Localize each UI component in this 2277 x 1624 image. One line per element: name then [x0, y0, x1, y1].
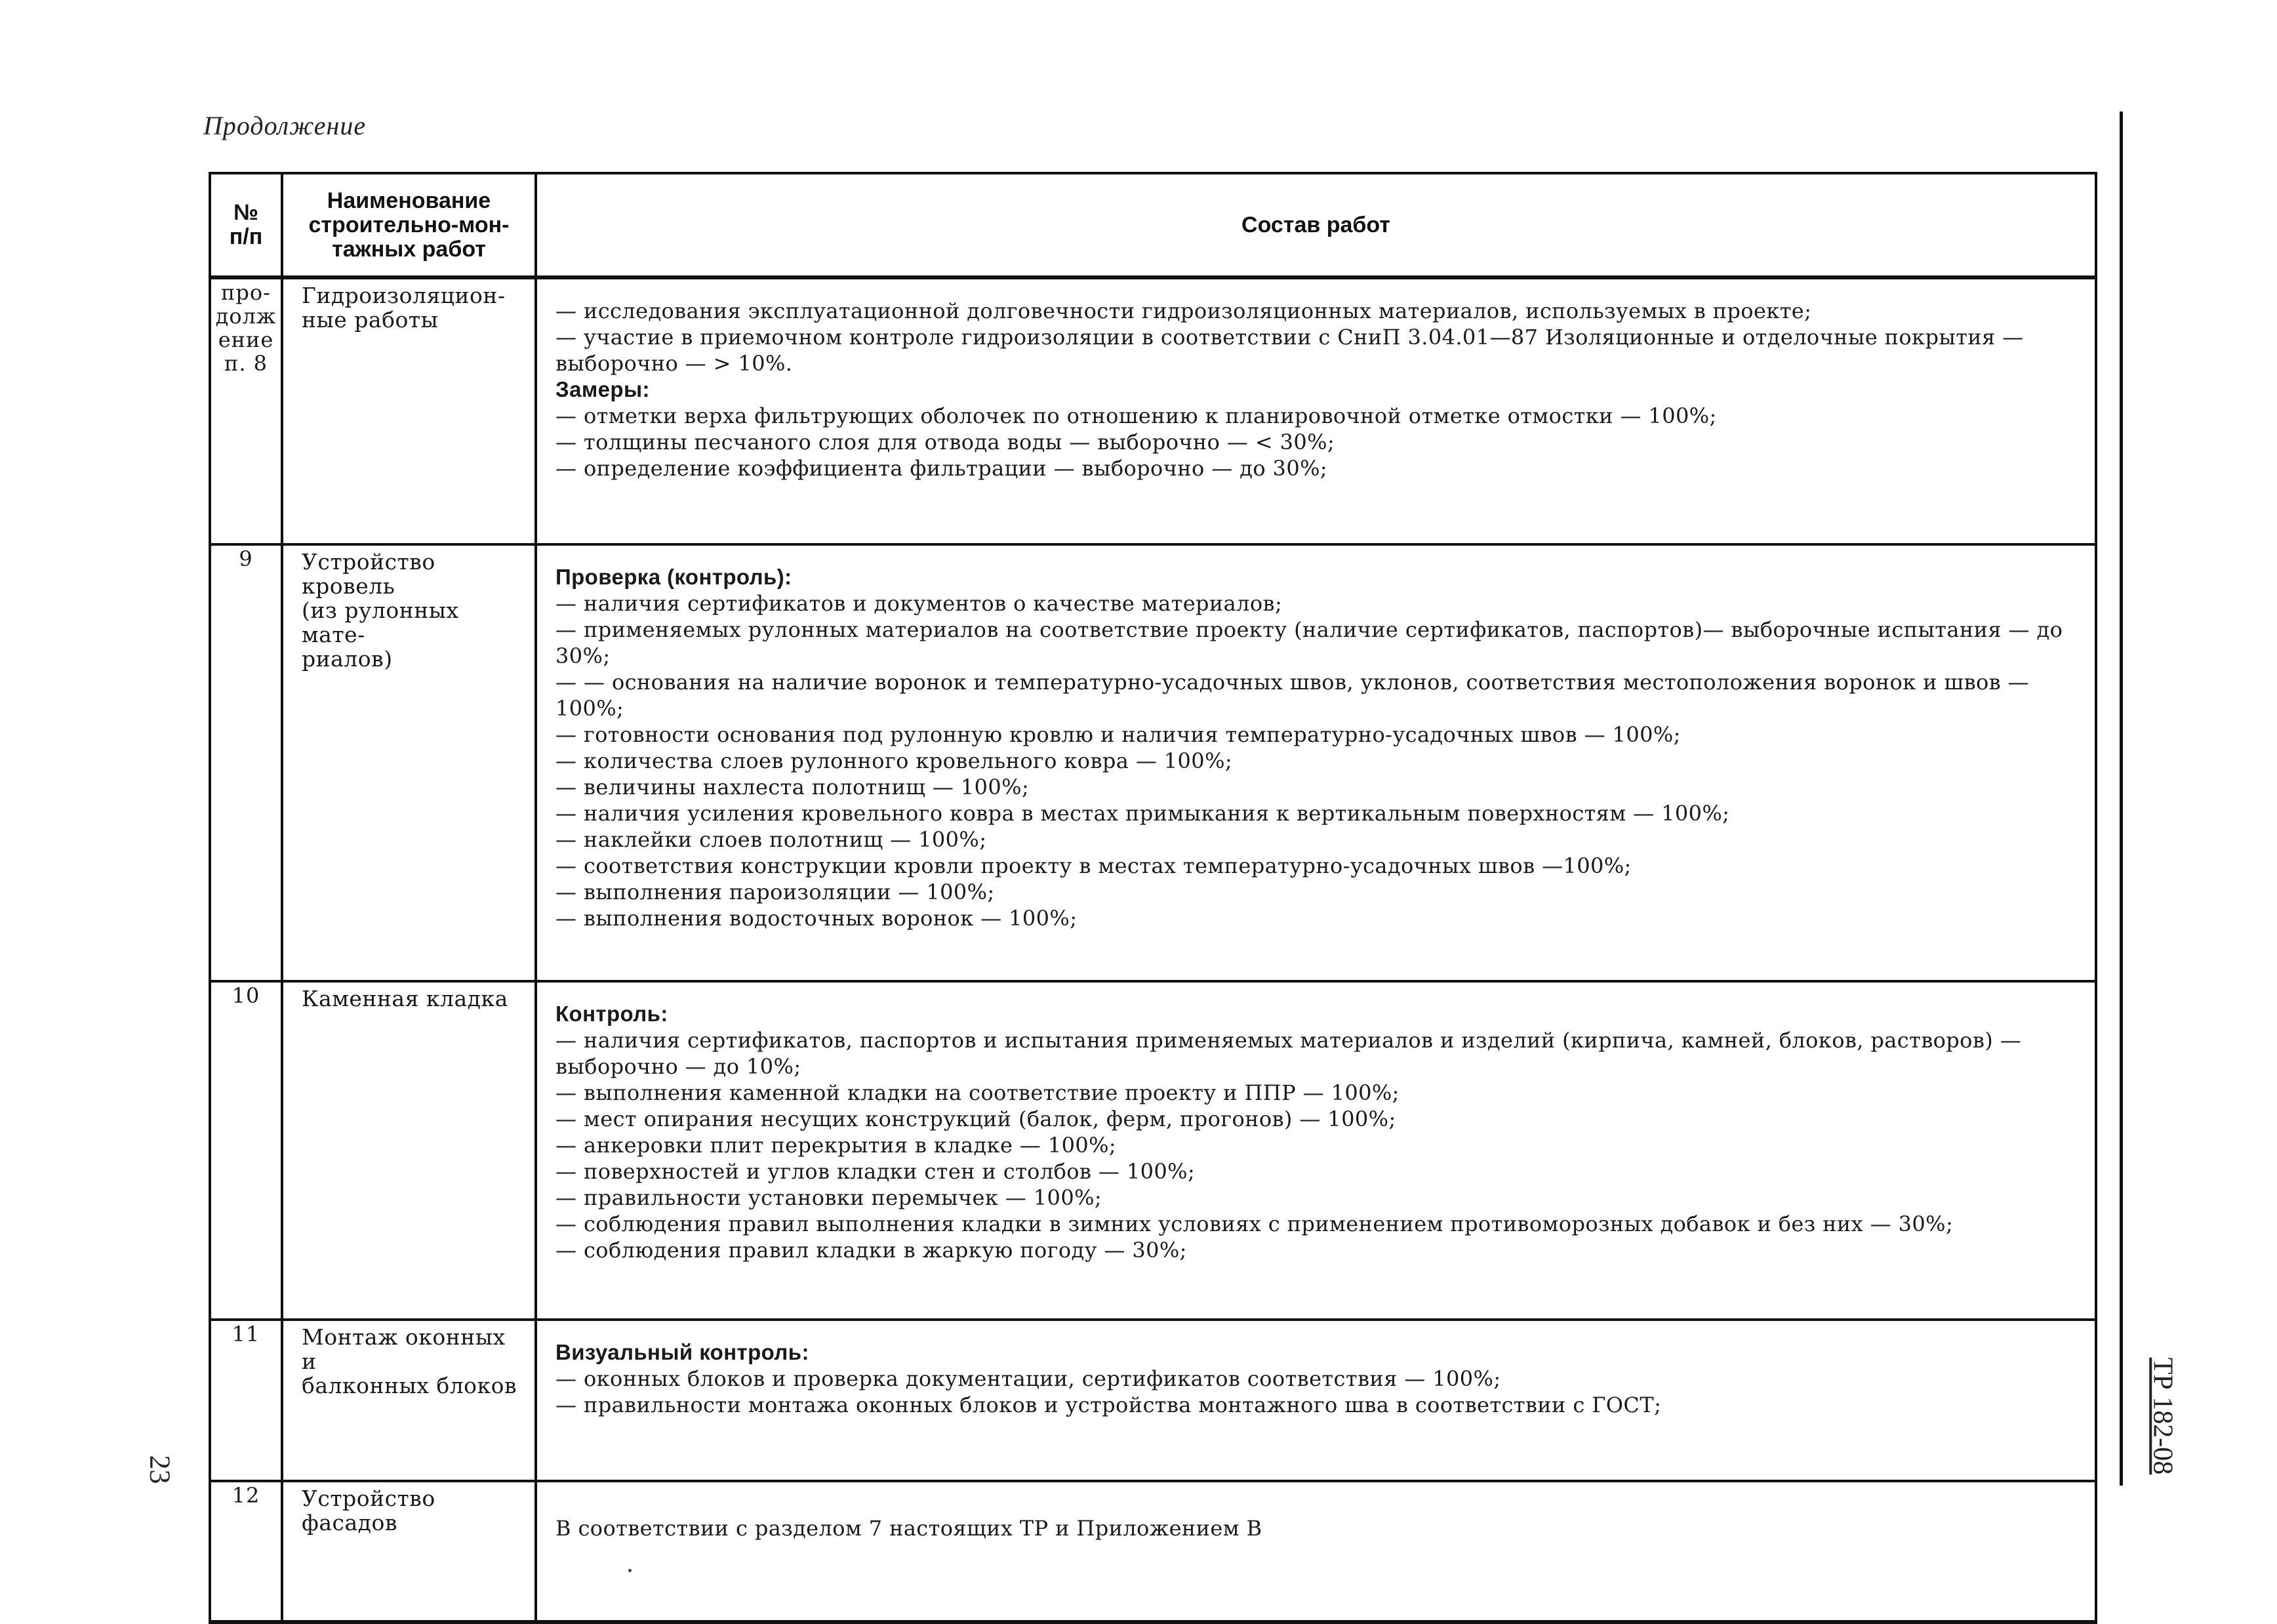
table-row	[210, 981, 2096, 1320]
content-item: — правильности установки перемычек — 100%;	[555, 1185, 1102, 1210]
table-row	[210, 544, 2096, 981]
content-item: — правильности монтажа оконных блоков и устройства монтажного шва в соответствии с ГОСТ;	[555, 1392, 1662, 1417]
work-content	[536, 981, 2096, 1320]
header-content: Состав работ	[536, 173, 2096, 277]
table-body	[210, 277, 2096, 1622]
row-number: 11	[210, 1320, 282, 1481]
content-item: — толщины песчаного слоя для отвода воды — выборочно — < 30%;	[555, 430, 1335, 455]
content-item: — наличия усиления кровельного ковра в местах примыкания к вертикальным поверхностям — 100%;	[555, 801, 1730, 826]
content-item: — определение коэффициента фильтрации — выборочно — до 30%;	[555, 456, 1328, 481]
content-item: — — основания на наличие воронок и температурно-усадочных швов, уклонов, соответствия местоположения воронок и швов — 100%;	[555, 670, 2030, 721]
work-content	[536, 544, 2096, 981]
content-text: В соответствии с разделом 7 настоящих ТР и Приложением В	[555, 1516, 1262, 1541]
header-name: Наименование строительно-мон- тажных работ	[282, 173, 536, 277]
row-number: 12	[210, 1481, 282, 1622]
section-heading: Контроль:	[555, 1002, 668, 1026]
content-item: — применяемых рулонных материалов на соответствие проекту (наличие сертификатов, паспортов)— выборочные испытания — до 30%;	[555, 617, 2063, 668]
row-number: про- долж ение п. 8	[210, 277, 282, 544]
content-item: — выполнения пароизоляции — 100%;	[555, 880, 995, 904]
section-heading: Замеры:	[555, 377, 650, 401]
row-number: 10	[210, 981, 282, 1320]
table-header-row	[210, 173, 2096, 277]
work-name: Устройство кровель (из рулонных мате- риалов)	[282, 544, 536, 981]
work-name: Устройство фасадов	[282, 1481, 536, 1622]
section-heading: Визуальный контроль:	[555, 1340, 809, 1364]
page-number: 23	[144, 1455, 176, 1484]
work-name: Каменная кладка	[282, 981, 536, 1320]
table-row	[210, 1320, 2096, 1481]
work-content	[536, 1481, 2096, 1622]
work-name: Гидроизоляцион- ные работы	[282, 277, 536, 544]
content-item: — готовности основания под рулонную кровлю и наличия температурно-усадочных швов — 100%;	[555, 722, 1681, 747]
content-item: — величины нахлеста полотнищ — 100%;	[555, 775, 1030, 800]
row-number: 9	[210, 544, 282, 981]
content-item: — количества слоев рулонного кровельного ковра — 100%;	[555, 748, 1233, 773]
content-item: — выполнения каменной кладки на соответствие проекту и ППР — 100%;	[555, 1080, 1400, 1105]
work-content	[536, 1320, 2096, 1481]
content-item: — мест опирания несущих конструкций (балок, ферм, прогонов) — 100%;	[555, 1106, 1396, 1131]
content-item: — анкеровки плит перекрытия в кладке — 100%;	[555, 1133, 1117, 1158]
right-margin-rule	[2120, 112, 2123, 1486]
work-name: Монтаж оконных и балконных блоков	[282, 1320, 536, 1481]
content-item: — наличия сертификатов, паспортов и испытания применяемых материалов и изделий (кирпича, камней, блоков, растворов) — выборочно — до 10%;	[555, 1028, 2022, 1079]
content-item: — выполнения водосточных воронок — 100%;	[555, 906, 1078, 931]
content-item: — оконных блоков и проверка документации, сертификатов соответствия — 100%;	[555, 1366, 1501, 1391]
content-item: — исследования эксплуатационной долговечности гидроизоляционных материалов, используемых в проекте;	[555, 298, 1812, 323]
scan-artifact-dot	[628, 1569, 632, 1572]
content-item: — отметки верха фильтрующих оболочек по отношению к планировочной отметке отмостки — 100%;	[555, 403, 1717, 428]
content-item: — поверхностей и углов кладки стен и столбов — 100%;	[555, 1159, 1196, 1184]
work-content	[536, 277, 2096, 544]
header-num: № п/п	[210, 173, 282, 277]
content-item: — наличия сертификатов и документов о качестве материалов;	[555, 591, 1283, 616]
content-item: — соблюдения правил кладки в жаркую погоду — 30%;	[555, 1238, 1187, 1263]
content-item: — участие в приемочном контроле гидроизоляции в соответствии с СниП 3.04.01—87 Изоляционные и отделочные покрытия — выборочно — > 10%.	[555, 325, 2024, 376]
continuation-label: Продолжение	[203, 111, 367, 140]
content-item: — соответствия конструкции кровли проекту в местах температурно-усадочных швов —100%;	[555, 853, 1632, 878]
table-row	[210, 277, 2096, 544]
works-table	[209, 172, 2097, 1624]
table-row	[210, 1481, 2096, 1622]
content-item: — наклейки слоев полотнищ — 100%;	[555, 827, 987, 852]
document-code: ТР 182-08	[2147, 1357, 2178, 1475]
content-item: — соблюдения правил выполнения кладки в зимних условиях с применением противоморозных добавок и без них — 30%;	[555, 1211, 1954, 1236]
section-heading: Проверка (контроль):	[555, 565, 792, 589]
